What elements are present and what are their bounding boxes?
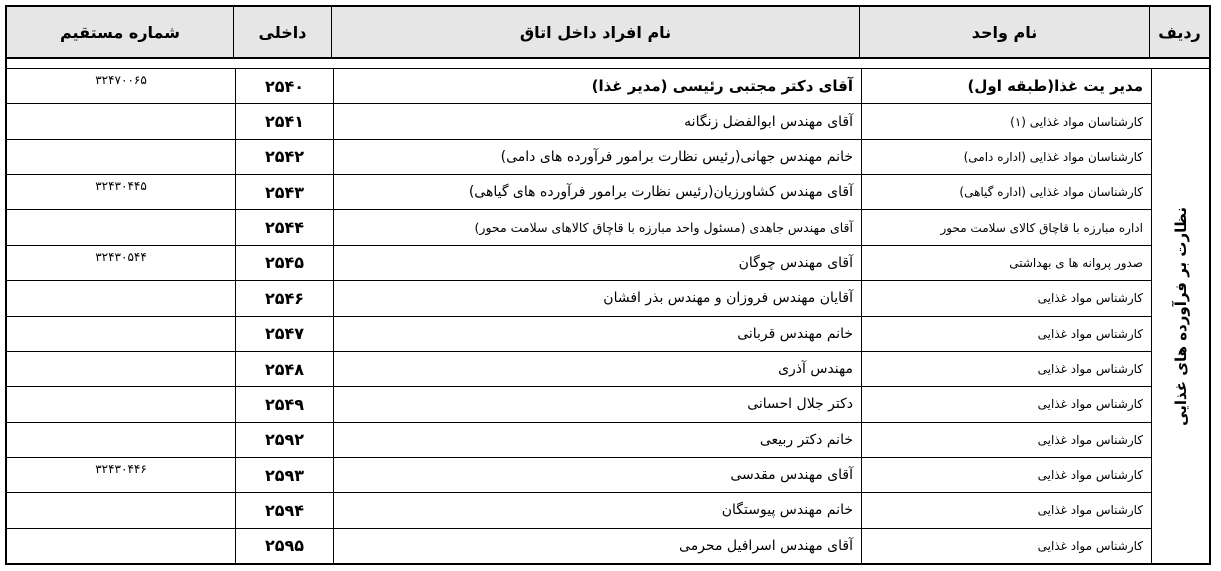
unit-cell: کارشناس مواد غذایی <box>861 387 1151 421</box>
unit-cell: کارشناسان مواد غذایی (اداره دامی) <box>861 140 1151 174</box>
extension-cell: ۲۵۹۵ <box>235 529 333 563</box>
header-unit-name: نام واحد <box>859 7 1149 57</box>
person-name-cell: آقای مهندس کشاورزیان(رئیس نظارت برامور فرآورده های گیاهی) <box>333 175 861 209</box>
extension-cell: ۲۵۴۹ <box>235 387 333 421</box>
direct-number-cell <box>7 352 235 386</box>
unit-cell: کارشناس مواد غذایی <box>861 423 1151 457</box>
extension-cell: ۲۵۴۶ <box>235 281 333 315</box>
table-row <box>7 423 1151 458</box>
unit-cell: کارشناسان مواد غذایی (۱) <box>861 104 1151 138</box>
person-name-cell: خانم مهندس پیوستگان <box>333 493 861 527</box>
direct-number-cell: ۳۲۴۳۰۵۴۴ <box>95 249 147 264</box>
extension-cell: ۲۵۹۲ <box>235 423 333 457</box>
table-row <box>7 352 1151 387</box>
extension-cell: ۲۵۴۰ <box>235 69 333 103</box>
table-row <box>7 529 1151 563</box>
table-row <box>7 175 1151 210</box>
extension-cell: ۲۵۴۸ <box>235 352 333 386</box>
table-row <box>7 281 1151 316</box>
unit-cell: کارشناس مواد غذایی <box>861 281 1151 315</box>
person-name-cell: مهندس آذری <box>333 352 861 386</box>
person-name-cell: آقای دکتر مجتبی رئیسی (مدیر غذا) <box>333 69 861 103</box>
unit-cell: مدیر یت غذا(طبقه اول) <box>861 69 1151 103</box>
person-name-cell: آقای مهندس مقدسی <box>333 458 861 492</box>
person-name-cell: آقای مهندس چوگان <box>333 246 861 280</box>
phone-directory-table <box>5 5 1211 565</box>
person-name-cell: آقای مهندس جاهدی (مسئول واحد مبارزه با قاچاق کالاهای سلامت محور) <box>333 210 861 244</box>
unit-cell: اداره مبارزه با قاچاق کالای سلامت محور <box>861 210 1151 244</box>
person-name-cell: خانم دکتر ربیعی <box>333 423 861 457</box>
extension-cell: ۲۵۴۳ <box>235 175 333 209</box>
rows-container <box>7 69 1151 563</box>
direct-number-cell: ۳۲۴۳۰۴۴۶ <box>95 461 147 476</box>
person-name-cell: آقای مهندس اسرافیل محرمی <box>333 529 861 563</box>
table-header <box>7 7 1209 59</box>
person-name-cell: آقایان مهندس فروزان و مهندس بذر افشان <box>333 281 861 315</box>
direct-number-cell <box>7 104 235 138</box>
table-row <box>7 104 1151 139</box>
direct-number-cell <box>7 210 235 244</box>
unit-cell: کارشناس مواد غذایی <box>861 529 1151 563</box>
direct-number-cell <box>7 281 235 315</box>
table-row <box>7 210 1151 245</box>
direct-number-cell <box>7 493 235 527</box>
direct-number-cell <box>7 529 235 563</box>
unit-cell: کارشناس مواد غذایی <box>861 493 1151 527</box>
header-spacer <box>7 59 1209 69</box>
direct-number-cell <box>7 317 235 351</box>
unit-cell: کارشناس مواد غذایی <box>861 317 1151 351</box>
direct-number-cell <box>7 387 235 421</box>
unit-cell: کارشناس مواد غذایی <box>861 458 1151 492</box>
header-extension: داخلی <box>233 7 331 57</box>
table-row <box>7 317 1151 352</box>
extension-cell: ۲۵۴۲ <box>235 140 333 174</box>
group-label: نظارت بر فرآورده های غذایی <box>1171 206 1190 426</box>
table-row <box>7 458 1151 493</box>
direct-number-cell: ۳۲۴۷۰۰۶۵ <box>95 73 147 87</box>
person-name-cell: آقای مهندس ابوالفضل زنگانه <box>333 104 861 138</box>
unit-cell: کارشناس مواد غذایی <box>861 352 1151 386</box>
table-row <box>7 246 1151 281</box>
direct-number-cell: ۳۲۴۳۰۴۴۵ <box>95 179 147 194</box>
person-name-cell: خانم مهندس جهانی(رئیس نظارت برامور فرآورده های دامی) <box>333 140 861 174</box>
unit-cell: صدور پروانه ها ی بهداشتی <box>861 246 1151 280</box>
header-direct-number: شماره مستقیم <box>60 22 181 42</box>
header-person-names: نام افراد داخل اتاق <box>331 7 859 57</box>
table-row <box>7 69 1151 104</box>
direct-number-cell <box>7 423 235 457</box>
unit-cell: کارشناسان مواد غذایی (اداره گیاهی) <box>861 175 1151 209</box>
extension-cell: ۲۵۴۷ <box>235 317 333 351</box>
person-name-cell: دکتر جلال احسانی <box>333 387 861 421</box>
table-row <box>7 387 1151 422</box>
table-body <box>7 69 1209 563</box>
extension-cell: ۲۵۴۵ <box>235 246 333 280</box>
extension-cell: ۲۵۴۴ <box>235 210 333 244</box>
extension-cell: ۲۵۹۳ <box>235 458 333 492</box>
person-name-cell: خانم مهندس قربانی <box>333 317 861 351</box>
extension-cell: ۲۵۹۴ <box>235 493 333 527</box>
header-radif: ردیف <box>1149 7 1209 57</box>
direct-number-cell <box>7 140 235 174</box>
extension-cell: ۲۵۴۱ <box>235 104 333 138</box>
table-row <box>7 493 1151 528</box>
table-row <box>7 140 1151 175</box>
group-cell <box>1151 69 1209 563</box>
